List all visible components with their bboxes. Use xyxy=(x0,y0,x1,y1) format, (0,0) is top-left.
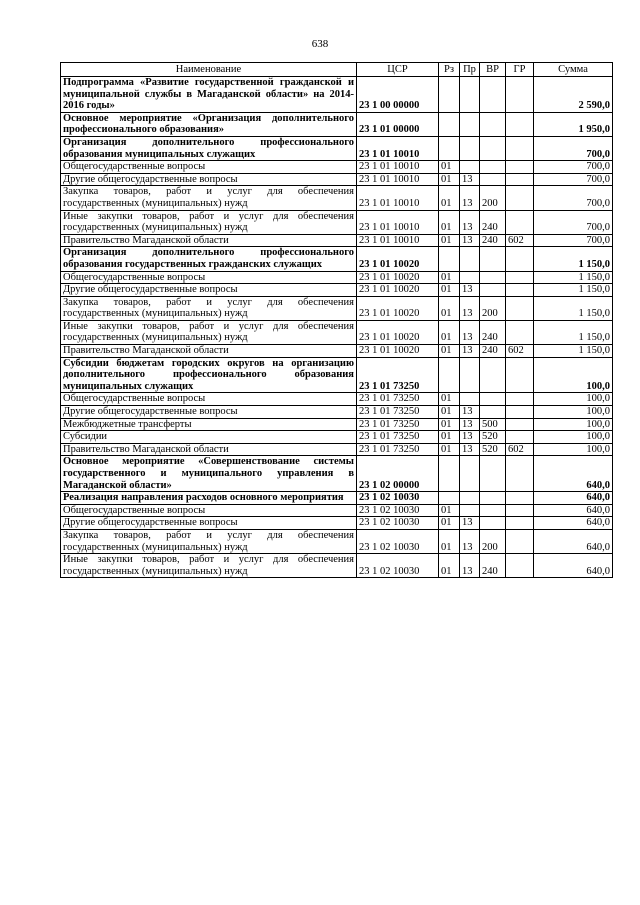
table-row xyxy=(61,112,613,136)
cell-pr: 13 xyxy=(460,406,480,419)
cell-rz: 01 xyxy=(439,345,460,358)
cell-sum: 1 150,0 xyxy=(534,284,613,297)
cell-sum: 1 150,0 xyxy=(534,271,613,284)
cell-vr: 240 xyxy=(480,234,506,247)
cell-pr xyxy=(460,271,480,284)
cell-gr xyxy=(506,296,534,320)
cell-vr xyxy=(480,136,506,160)
cell-gr xyxy=(506,431,534,444)
cell-csr: 23 1 01 10020 xyxy=(357,320,439,344)
cell-vr xyxy=(480,271,506,284)
cell-sum: 700,0 xyxy=(534,161,613,174)
cell-pr: 13 xyxy=(460,554,480,578)
table-row xyxy=(61,271,613,284)
table-row xyxy=(61,186,613,210)
cell-name: Закупка товаров, работ и услуг для обеспечения государственных (муниципальных) нужд xyxy=(61,186,357,210)
cell-pr xyxy=(460,393,480,406)
cell-sum: 100,0 xyxy=(534,431,613,444)
cell-sum: 640,0 xyxy=(534,517,613,530)
cell-vr xyxy=(480,492,506,505)
cell-sum: 100,0 xyxy=(534,443,613,456)
cell-sum: 1 950,0 xyxy=(534,112,613,136)
cell-vr: 520 xyxy=(480,443,506,456)
cell-rz: 01 xyxy=(439,284,460,297)
cell-rz: 01 xyxy=(439,161,460,174)
cell-vr xyxy=(480,247,506,271)
cell-rz: 01 xyxy=(439,504,460,517)
table-row xyxy=(61,554,613,578)
cell-gr xyxy=(506,517,534,530)
table-row xyxy=(61,284,613,297)
cell-csr: 23 1 01 10020 xyxy=(357,271,439,284)
cell-csr: 23 1 01 10010 xyxy=(357,234,439,247)
cell-gr: 602 xyxy=(506,443,534,456)
cell-gr: 602 xyxy=(506,234,534,247)
cell-rz: 01 xyxy=(439,173,460,186)
cell-csr: 23 1 01 10020 xyxy=(357,247,439,271)
header-gr: ГР xyxy=(506,63,534,77)
cell-rz xyxy=(439,247,460,271)
cell-sum: 700,0 xyxy=(534,210,613,234)
table-row xyxy=(61,517,613,530)
cell-sum: 100,0 xyxy=(534,406,613,419)
cell-sum: 640,0 xyxy=(534,504,613,517)
cell-sum: 100,0 xyxy=(534,418,613,431)
cell-sum: 1 150,0 xyxy=(534,345,613,358)
table-row xyxy=(61,234,613,247)
table-row xyxy=(61,320,613,344)
table-row xyxy=(61,77,613,113)
cell-name: Другие общегосударственные вопросы xyxy=(61,406,357,419)
cell-csr: 23 1 01 10010 xyxy=(357,161,439,174)
cell-gr xyxy=(506,529,534,553)
cell-name: Общегосударственные вопросы xyxy=(61,271,357,284)
cell-csr: 23 1 00 00000 xyxy=(357,77,439,113)
cell-rz: 01 xyxy=(439,418,460,431)
cell-csr: 23 1 01 73250 xyxy=(357,357,439,393)
table-header-row xyxy=(61,63,613,77)
cell-name: Реализация направления расходов основного мероприятия xyxy=(61,492,357,505)
cell-name: Другие общегосударственные вопросы xyxy=(61,284,357,297)
table-row xyxy=(61,296,613,320)
cell-csr: 23 1 01 73250 xyxy=(357,431,439,444)
cell-gr xyxy=(506,112,534,136)
cell-name: Подпрограмма «Развитие государственной гражданской и муниципальной службы в Магаданской области» на 2014-2016 годы» xyxy=(61,77,357,113)
cell-rz: 01 xyxy=(439,554,460,578)
cell-sum: 640,0 xyxy=(534,456,613,492)
table-row xyxy=(61,418,613,431)
header-csr: ЦСР xyxy=(357,63,439,77)
cell-rz xyxy=(439,456,460,492)
cell-sum: 100,0 xyxy=(534,393,613,406)
budget-table xyxy=(60,62,613,578)
cell-rz: 01 xyxy=(439,393,460,406)
cell-gr xyxy=(506,136,534,160)
cell-pr: 13 xyxy=(460,418,480,431)
table-row xyxy=(61,357,613,393)
cell-csr: 23 1 01 10010 xyxy=(357,136,439,160)
cell-rz: 01 xyxy=(439,210,460,234)
cell-vr xyxy=(480,456,506,492)
cell-name: Основное мероприятие «Организация дополнительного профессионального образования» xyxy=(61,112,357,136)
cell-name: Иные закупки товаров, работ и услуг для обеспечения государственных (муниципальных) нужд xyxy=(61,210,357,234)
cell-rz: 01 xyxy=(439,234,460,247)
cell-pr: 13 xyxy=(460,284,480,297)
cell-rz: 01 xyxy=(439,271,460,284)
cell-csr: 23 1 01 73250 xyxy=(357,443,439,456)
cell-name: Закупка товаров, работ и услуг для обеспечения государственных (муниципальных) нужд xyxy=(61,529,357,553)
cell-pr xyxy=(460,161,480,174)
table-row xyxy=(61,529,613,553)
cell-pr: 13 xyxy=(460,173,480,186)
cell-name: Субсидии xyxy=(61,431,357,444)
header-pr: Пр xyxy=(460,63,480,77)
cell-name: Правительство Магаданской области xyxy=(61,345,357,358)
cell-rz: 01 xyxy=(439,320,460,344)
cell-rz: 01 xyxy=(439,517,460,530)
table-row xyxy=(61,210,613,234)
cell-sum: 1 150,0 xyxy=(534,320,613,344)
cell-rz: 01 xyxy=(439,186,460,210)
cell-vr: 240 xyxy=(480,210,506,234)
cell-pr: 13 xyxy=(460,443,480,456)
table-row xyxy=(61,456,613,492)
cell-gr xyxy=(506,320,534,344)
cell-gr xyxy=(506,161,534,174)
cell-pr: 13 xyxy=(460,296,480,320)
cell-csr: 23 1 01 73250 xyxy=(357,393,439,406)
cell-name: Организация дополнительного профессионального образования муниципальных служащих xyxy=(61,136,357,160)
cell-vr xyxy=(480,173,506,186)
cell-csr: 23 1 01 10020 xyxy=(357,345,439,358)
table-row xyxy=(61,443,613,456)
cell-sum: 100,0 xyxy=(534,357,613,393)
cell-vr xyxy=(480,504,506,517)
cell-vr xyxy=(480,393,506,406)
table-row xyxy=(61,161,613,174)
cell-vr xyxy=(480,517,506,530)
cell-gr xyxy=(506,271,534,284)
cell-vr: 200 xyxy=(480,296,506,320)
cell-gr xyxy=(506,554,534,578)
cell-name: Межбюджетные трансферты xyxy=(61,418,357,431)
cell-pr: 13 xyxy=(460,431,480,444)
cell-gr: 602 xyxy=(506,345,534,358)
cell-gr xyxy=(506,406,534,419)
cell-gr xyxy=(506,210,534,234)
cell-vr: 200 xyxy=(480,186,506,210)
cell-rz: 01 xyxy=(439,296,460,320)
cell-csr: 23 1 01 73250 xyxy=(357,406,439,419)
cell-gr xyxy=(506,504,534,517)
cell-vr xyxy=(480,357,506,393)
cell-csr: 23 1 02 10030 xyxy=(357,504,439,517)
cell-gr xyxy=(506,186,534,210)
cell-name: Субсидии бюджетам городских округов на организацию дополнительного профессионального образования муниципальных служащих xyxy=(61,357,357,393)
cell-csr: 23 1 02 10030 xyxy=(357,554,439,578)
cell-vr xyxy=(480,77,506,113)
table-row xyxy=(61,431,613,444)
header-vr: ВР xyxy=(480,63,506,77)
cell-rz xyxy=(439,112,460,136)
cell-pr xyxy=(460,77,480,113)
cell-name: Иные закупки товаров, работ и услуг для обеспечения государственных (муниципальных) нужд xyxy=(61,320,357,344)
cell-rz: 01 xyxy=(439,529,460,553)
cell-pr: 13 xyxy=(460,529,480,553)
table-row xyxy=(61,492,613,505)
page-number: 638 xyxy=(311,38,329,50)
table-row xyxy=(61,247,613,271)
cell-csr: 23 1 02 10030 xyxy=(357,529,439,553)
cell-vr: 200 xyxy=(480,529,506,553)
cell-pr: 13 xyxy=(460,517,480,530)
cell-name: Общегосударственные вопросы xyxy=(61,161,357,174)
cell-pr: 13 xyxy=(460,320,480,344)
cell-csr: 23 1 01 73250 xyxy=(357,418,439,431)
header-name: Наименование xyxy=(61,63,357,77)
cell-name: Закупка товаров, работ и услуг для обеспечения государственных (муниципальных) нужд xyxy=(61,296,357,320)
cell-rz: 01 xyxy=(439,406,460,419)
cell-sum: 700,0 xyxy=(534,234,613,247)
cell-rz xyxy=(439,77,460,113)
cell-pr xyxy=(460,456,480,492)
cell-csr: 23 1 01 10010 xyxy=(357,186,439,210)
cell-vr: 240 xyxy=(480,345,506,358)
cell-gr xyxy=(506,456,534,492)
table-row xyxy=(61,345,613,358)
table-row xyxy=(61,504,613,517)
cell-sum: 2 590,0 xyxy=(534,77,613,113)
cell-csr: 23 1 01 10020 xyxy=(357,284,439,297)
cell-gr xyxy=(506,418,534,431)
cell-rz xyxy=(439,492,460,505)
cell-sum: 640,0 xyxy=(534,492,613,505)
cell-pr xyxy=(460,112,480,136)
cell-name: Иные закупки товаров, работ и услуг для обеспечения государственных (муниципальных) нужд xyxy=(61,554,357,578)
table-row xyxy=(61,406,613,419)
cell-vr: 240 xyxy=(480,554,506,578)
cell-pr: 13 xyxy=(460,210,480,234)
cell-csr: 23 1 02 10030 xyxy=(357,492,439,505)
cell-pr xyxy=(460,136,480,160)
cell-gr xyxy=(506,173,534,186)
cell-pr xyxy=(460,492,480,505)
cell-gr xyxy=(506,247,534,271)
cell-gr xyxy=(506,77,534,113)
cell-csr: 23 1 01 00000 xyxy=(357,112,439,136)
cell-vr: 500 xyxy=(480,418,506,431)
table-body xyxy=(61,77,613,578)
cell-csr: 23 1 01 10010 xyxy=(357,210,439,234)
cell-pr xyxy=(460,247,480,271)
cell-pr xyxy=(460,504,480,517)
cell-sum: 1 150,0 xyxy=(534,296,613,320)
table-row xyxy=(61,393,613,406)
cell-name: Другие общегосударственные вопросы xyxy=(61,517,357,530)
cell-gr xyxy=(506,492,534,505)
cell-rz: 01 xyxy=(439,443,460,456)
cell-rz xyxy=(439,136,460,160)
cell-csr: 23 1 02 00000 xyxy=(357,456,439,492)
cell-pr: 13 xyxy=(460,234,480,247)
cell-vr xyxy=(480,161,506,174)
cell-gr xyxy=(506,393,534,406)
table-row xyxy=(61,173,613,186)
cell-csr: 23 1 02 10030 xyxy=(357,517,439,530)
cell-name: Основное мероприятие «Совершенствование системы государственного и муниципального управления в Магаданской области» xyxy=(61,456,357,492)
cell-name: Общегосударственные вопросы xyxy=(61,504,357,517)
cell-vr: 240 xyxy=(480,320,506,344)
cell-vr xyxy=(480,284,506,297)
cell-sum: 700,0 xyxy=(534,173,613,186)
header-rz: Рз xyxy=(439,63,460,77)
cell-csr: 23 1 01 10020 xyxy=(357,296,439,320)
table-row xyxy=(61,136,613,160)
cell-sum: 700,0 xyxy=(534,136,613,160)
cell-sum: 640,0 xyxy=(534,554,613,578)
cell-pr: 13 xyxy=(460,186,480,210)
cell-gr xyxy=(506,357,534,393)
cell-vr xyxy=(480,112,506,136)
cell-name: Правительство Магаданской области xyxy=(61,234,357,247)
cell-pr xyxy=(460,357,480,393)
cell-sum: 700,0 xyxy=(534,186,613,210)
cell-rz xyxy=(439,357,460,393)
cell-gr xyxy=(506,284,534,297)
cell-csr: 23 1 01 10010 xyxy=(357,173,439,186)
cell-name: Правительство Магаданской области xyxy=(61,443,357,456)
cell-sum: 640,0 xyxy=(534,529,613,553)
cell-sum: 1 150,0 xyxy=(534,247,613,271)
cell-name: Организация дополнительного профессионального образования государственных гражданских служащих xyxy=(61,247,357,271)
cell-pr: 13 xyxy=(460,345,480,358)
cell-vr xyxy=(480,406,506,419)
cell-name: Другие общегосударственные вопросы xyxy=(61,173,357,186)
cell-name: Общегосударственные вопросы xyxy=(61,393,357,406)
cell-rz: 01 xyxy=(439,431,460,444)
header-sum: Сумма xyxy=(534,63,613,77)
cell-vr: 520 xyxy=(480,431,506,444)
